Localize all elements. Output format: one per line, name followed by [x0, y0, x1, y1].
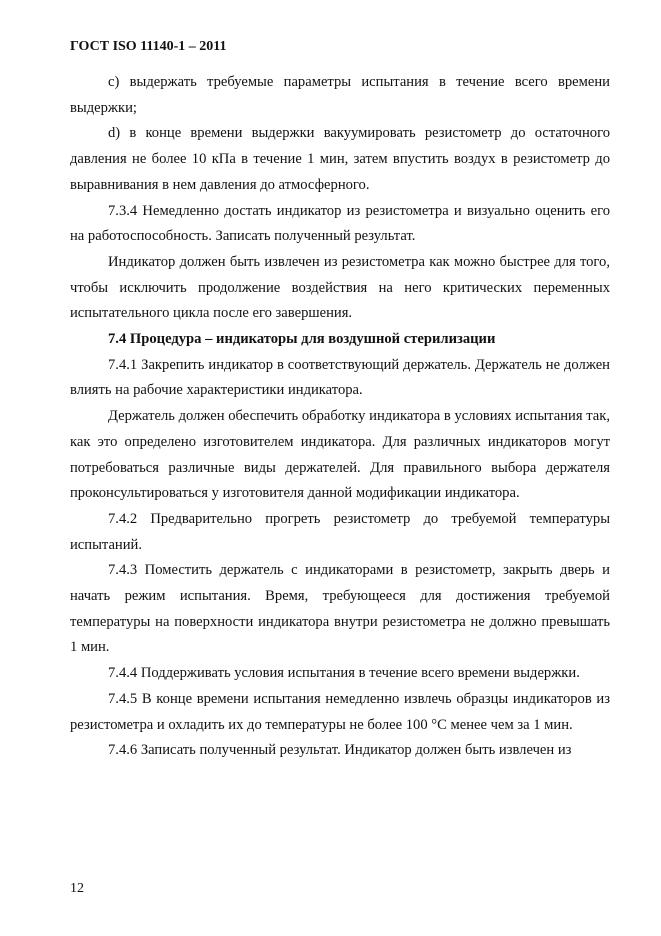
- page-number: 12: [70, 881, 84, 896]
- section-heading-7-4: 7.4 Процедура – индикаторы для воздушной стерилизации: [108, 331, 496, 348]
- paragraph-7-4-1: 7.4.1 Закрепить индикатор в соответствующий держатель. Держатель не должен влиять на рабочие характеристики индикатора.: [70, 356, 610, 399]
- paragraph-item-c: c) выдержать требуемые параметры испытания в течение всего времени выдержки;: [70, 74, 610, 116]
- paragraph-7-4-6: 7.4.6 Записать полученный результат. Индикатор должен быть извлечен из: [108, 742, 572, 759]
- document-header: ГОСТ ISO 11140-1 – 2011: [70, 39, 227, 54]
- paragraph-7-4-3: 7.4.3 Поместить держатель с индикаторами в резистометр, закрыть дверь и начать режим испытания. Время, требующееся для достижения требуемой температуры на поверхности индикатора внутри резистометра не должно превышать 1 мин.: [70, 562, 610, 656]
- paragraph-7-4-2: 7.4.2 Предварительно прогреть резистометр до требуемой температуры испытаний.: [70, 510, 610, 553]
- document-body: [70, 70, 610, 764]
- paragraph-7-4-4: 7.4.4 Поддерживать условия испытания в течение всего времени выдержки.: [108, 665, 580, 682]
- paragraph-7-3-4: 7.3.4 Немедленно достать индикатор из резистометра и визуально оценить его на работоспособность. Записать полученный результат.: [70, 202, 610, 245]
- paragraph-holder: Держатель должен обеспечить обработку индикатора в условиях испытания так, как это определено изготовителем индикатора. Для различных индикаторов могут потребоваться различные виды держателей. Для правильного выбора держателя проконсультироваться у изготовителя данной модификации индикатора.: [70, 408, 610, 502]
- paragraph-indicator-removal: Индикатор должен быть извлечен из резистометра как можно быстрее для того, чтобы исключить продолжение воздействия на него критических переменных испытательного цикла после его завершения.: [70, 253, 610, 322]
- paragraph-7-4-5: 7.4.5 В конце времени испытания немедленно извлечь образцы индикаторов из резистометра и охладить их до температуры не более 100 °С менее чем за 1 мин.: [70, 690, 610, 733]
- paragraph-item-d: d) в конце времени выдержки вакуумировать резистометр до остаточного давления не более 10 кПа в течение 1 мин, затем впустить воздух в резистометр до выравнивания в нем давления до атмосферного.: [70, 125, 610, 193]
